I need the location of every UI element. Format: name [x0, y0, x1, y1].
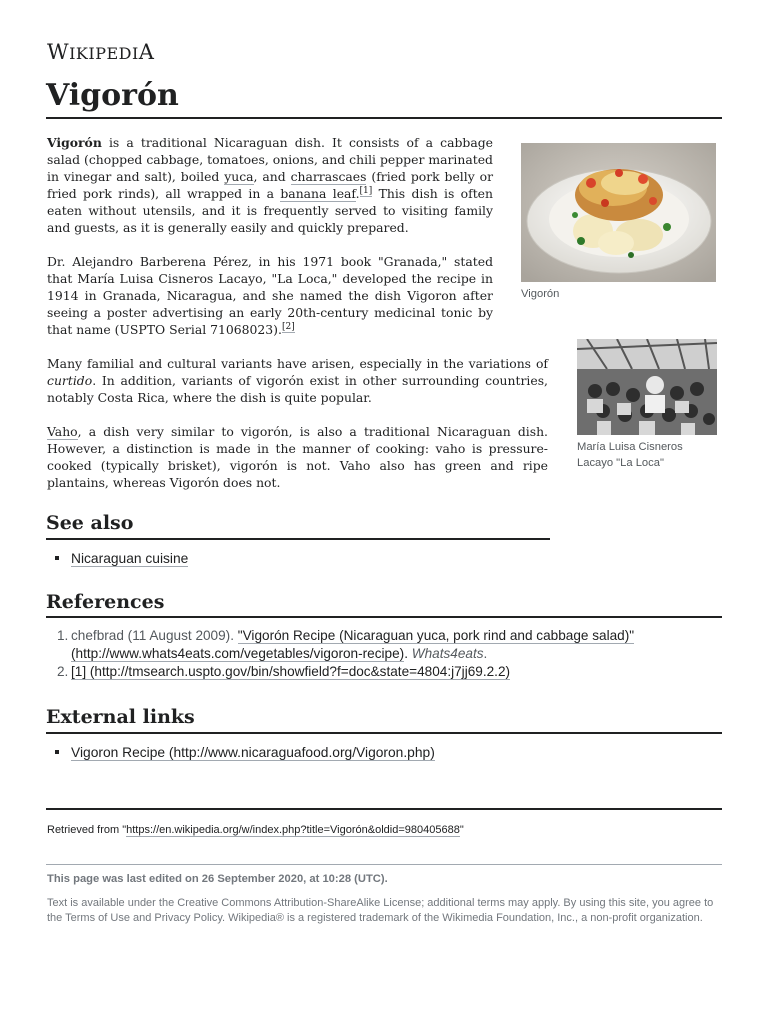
variants-paragraph	[47, 355, 548, 406]
figure-la-loca	[577, 339, 717, 471]
see-also-divider	[46, 538, 550, 540]
figure-caption: Vigorón	[521, 288, 560, 300]
footer-divider	[46, 808, 722, 810]
reference-item	[47, 627, 727, 663]
lead-term: Vigorón	[47, 135, 102, 150]
see-also-list	[55, 549, 188, 568]
reference-title-link[interactable]: "Vigorón Recipe (Nicaraguan yuca, pork rind and cabbage salad)" (http://www.whats4eats.com/vegetables/vigoron-recipe)	[71, 628, 635, 661]
retrieved-from	[47, 823, 464, 837]
reference-end: .	[483, 646, 488, 661]
p1-text-2: , and	[253, 169, 291, 184]
vigoron-dish-illustration	[521, 143, 716, 282]
p4-text: , a dish very similar to vigorón, is also a traditional Nicaraguan dish. However, a distinction is made in the manner of cooking: vaho is pressure-cooked (typically brisket), vigorón is not. Vaho also has green and ripe plantains, whereas Vigorón does not.	[47, 424, 548, 490]
vaho-paragraph	[47, 423, 548, 491]
p3-text-1: Many familial and cultural variants have arisen, especially in the variations of	[47, 356, 548, 371]
link-charrascaes[interactable]: charrascaes	[290, 169, 367, 184]
external-links-list	[55, 743, 435, 762]
citation-1[interactable]: [1]	[359, 185, 373, 196]
page-title: Vigorón	[46, 78, 179, 113]
heading-references: References	[46, 591, 165, 613]
retrieved-prefix: Retrieved from "	[47, 824, 127, 836]
figure-caption: María Luisa Cisneros Lacayo "La Loca"	[577, 441, 683, 469]
reference-author: chefbrad (11 August 2009).	[71, 628, 234, 643]
logo-letter-a: A	[138, 40, 155, 64]
reference-item	[47, 663, 727, 681]
p1-text-1: is a traditional Nicaraguan dish. It consists of a cabbage salad (chopped cabbage, tomatoes, onions, and chili pepper marinated in vinegar and salt), boiled	[47, 135, 493, 184]
reference-number: 2.	[57, 664, 69, 679]
reference-punct: .	[404, 646, 408, 661]
list-item	[55, 549, 188, 568]
term-curtido: curtido	[47, 373, 93, 388]
retrieved-url-link[interactable]: https://en.wikipedia.org/w/index.php?title=Vigorón&oldid=980405688	[126, 824, 460, 836]
footer-thin-divider	[46, 864, 722, 865]
reference-uspto-link[interactable]: [1] (http://tmsearch.uspto.gov/bin/showfield?f=doc&state=4804:j7jj69.2.2)	[71, 664, 511, 679]
p2-text: Dr. Alejandro Barberena Pérez, in his 1971 book "Granada," stated that María Luisa Cisneros Lacayo, "La Loca," developed the recipe in 1914 in Granada, Nicaragua, and she named the dish Vigoron after seeing a poster advertising an early 20th-century medicinal tonic by that name (USPTO Serial 71068023).	[47, 254, 493, 337]
retrieved-suffix: "	[459, 824, 464, 836]
p1-text-4: .	[355, 186, 360, 201]
link-vaho[interactable]: Vaho	[47, 424, 78, 439]
external-links-divider	[46, 732, 722, 734]
logo-letter-w: W	[47, 40, 70, 64]
license-notice: Text is available under the Creative Commons Attribution-ShareAlike License; additional terms may apply. By using this site, you agree to the Terms of Use and Privacy Policy. Wikipedia® is a registered trademark of the Wikimedia Foundation, Inc., a non-profit organization.	[47, 897, 714, 924]
la-loca-photo[interactable]	[577, 339, 717, 435]
reference-number: 1.	[57, 628, 69, 643]
list-item	[55, 743, 435, 762]
historical-photo-illustration	[577, 339, 717, 435]
wikipedia-wordmark[interactable]	[47, 40, 154, 64]
vigoron-photo[interactable]	[521, 143, 716, 282]
p1-text-3: (fried pork belly or fried pork rinds), all wrapped in a	[47, 169, 493, 201]
history-paragraph	[47, 253, 493, 338]
link-nicaraguan-cuisine[interactable]: Nicaraguan cuisine	[71, 551, 189, 566]
figure-vigoron	[521, 143, 717, 302]
p1-text-5: This dish is often eaten without utensils, and it is frequently served to visiting family and guests, as it is generally easily and quickly prepared.	[47, 186, 493, 235]
link-banana-leaf[interactable]: banana leaf	[280, 186, 356, 201]
heading-external-links: External links	[46, 706, 195, 728]
title-divider	[46, 117, 722, 119]
p3-text-2: . In addition, variants of vigorón exist in other surrounding countries, notably Costa Rica, where the dish is quite popular.	[47, 373, 548, 405]
citation-2[interactable]: [2]	[281, 321, 295, 332]
intro-paragraph	[47, 134, 493, 236]
references-divider	[46, 616, 722, 618]
reference-site: Whats4eats	[411, 646, 484, 661]
logo-letters-middle: IKIPEDI	[69, 44, 139, 63]
link-yuca[interactable]: yuca	[224, 169, 254, 184]
references-list	[47, 627, 727, 681]
link-vigoron-recipe[interactable]: Vigoron Recipe (http://www.nicaraguafood.org/Vigoron.php)	[71, 745, 435, 760]
heading-see-also: See also	[46, 512, 134, 534]
last-edited-notice: This page was last edited on 26 September 2020, at 10:28 (UTC).	[47, 873, 388, 885]
